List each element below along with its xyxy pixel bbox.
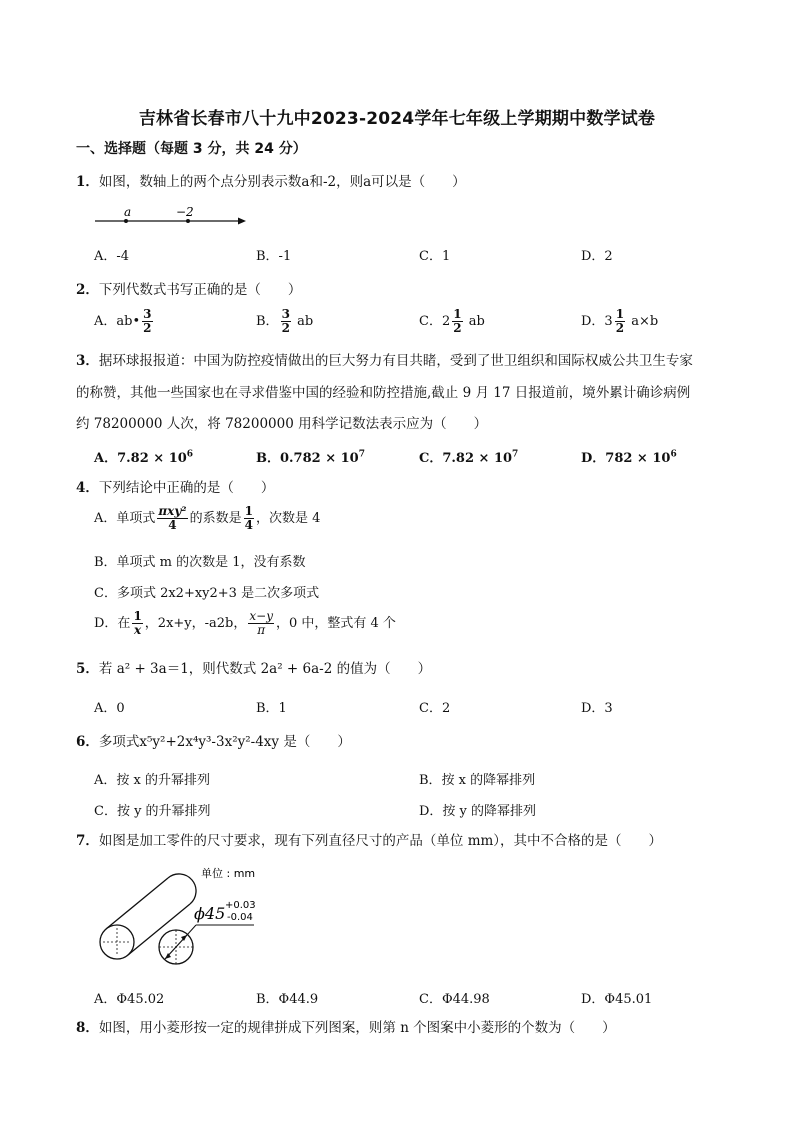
point-a (124, 219, 128, 223)
unit-label: 单位 : mm (201, 867, 256, 880)
option-c[interactable]: C．按 y 的升幂排列 (94, 804, 211, 819)
fraction: $\frac{x-y}{\pi}$ (249, 609, 273, 637)
fraction: $\frac{1}{2}$ (615, 307, 625, 335)
option-d[interactable]: D．$782 \times 10^6$ (581, 449, 677, 466)
option-d[interactable]: D．2 (581, 249, 613, 264)
question-text-line: 约 78200000 人次，将 78200000 用科学记数法表示应为（ ） (76, 416, 488, 432)
cylinder-back (168, 874, 196, 904)
option-b[interactable]: B．-1 (256, 249, 292, 264)
question-text: 如图，数轴上的两个点分别表示数a和-2，则a可以是（ ） (98, 174, 466, 190)
question-8 (76, 1019, 616, 1037)
cylinder-part-figure (96, 864, 276, 974)
option-d[interactable] (581, 308, 658, 335)
option-text: ab (297, 314, 314, 329)
option-d[interactable]: D．在 $\frac{1}{x}$ ，2x+y，-a2b， $\frac{x-y}{\pi}$ ，0 中，整式有 4 个 (94, 609, 396, 637)
option-text: B． (256, 314, 279, 329)
option-b[interactable]: B．$0.782 \times 10^7$ (256, 449, 365, 466)
option-text: A．ab• (94, 314, 141, 329)
option-a[interactable]: A．-4 (94, 249, 130, 264)
section-heading: 一、选择题（每题 3 分，共 24 分） (76, 141, 307, 157)
question-text: 如图是加工零件的尺寸要求，现有下列直径尺寸的产品（单位 mm），其中不合格的是（ ） (98, 833, 663, 849)
phi-label: ϕ45 (194, 904, 226, 923)
option-a[interactable]: A．按 x 的升幂排列 (94, 773, 210, 788)
fraction: $\frac{1}{4}$ (244, 504, 253, 532)
fraction: $\frac{3}{2}$ (281, 307, 290, 335)
number-line-figure (92, 204, 252, 228)
page-title: 吉林省长春市八十九中2023-2024学年七年级上学期期中数学试卷 (138, 109, 656, 129)
question-number: 8． (76, 1020, 99, 1036)
option-b[interactable] (256, 308, 313, 335)
option-a[interactable]: A．Φ45.02 (94, 992, 165, 1007)
question-text: 如图，用小菱形按一定的规律拼成下列图案，则第 n 个图案中小菱形的个数为（ ） (98, 1020, 616, 1036)
option-b[interactable]: B．按 x 的降幂排列 (419, 773, 536, 788)
question-text-line: 的称赞，其他一些国家也在寻求借鉴中国的经验和防控措施,截止 9 月 17 日报道前，境外累计确诊病例 (76, 385, 691, 401)
fraction: $\frac{\text{πxy²}}{4}$ (158, 504, 187, 532)
option-b[interactable]: B．单项式 m 的次数是 1，没有系数 (94, 555, 306, 570)
question-number: 7． (76, 833, 99, 849)
option-d[interactable]: D．3 (581, 701, 613, 716)
question-text: 多项式x⁵y²+2x⁴y³-3x²y²-4xy 是（ ） (98, 734, 351, 750)
option-c[interactable] (419, 308, 485, 335)
label-a: a (124, 205, 132, 219)
arrow-icon (238, 218, 246, 225)
option-a[interactable] (94, 308, 155, 335)
tolerance-lower: -0.04 (227, 912, 253, 923)
question-number: 3． (76, 353, 99, 369)
question-text: 据环球报报道：中国为防控疫情做出的巨大努力有目共睹，受到了世卫组织和国际权威公共卫生专家 (98, 353, 693, 369)
fraction: $\frac{3}{2}$ (143, 307, 152, 335)
point-neg2 (186, 219, 190, 223)
fraction: $\frac{1}{2}$ (453, 307, 462, 335)
question-3 (76, 352, 693, 370)
question-2 (76, 281, 301, 299)
option-d[interactable]: D．Φ45.01 (581, 992, 653, 1007)
option-text: ab (468, 314, 485, 329)
question-number: 4． (76, 480, 99, 496)
question-number: 2． (76, 282, 99, 298)
question-1 (76, 173, 466, 191)
question-number: 1． (76, 174, 99, 190)
option-d[interactable]: D．按 y 的降幂排列 (419, 804, 537, 819)
question-5 (76, 660, 431, 678)
fraction: $\frac{1}{x}$ (133, 609, 142, 637)
question-text: 下列代数式书写正确的是（ ） (98, 282, 302, 298)
option-c[interactable]: C．1 (419, 249, 451, 264)
question-4 (76, 479, 274, 497)
option-c[interactable]: C．$7.82 \times 10^7$ (419, 449, 519, 466)
option-text: C．2 (419, 314, 451, 329)
tolerance-upper: +0.03 (225, 900, 256, 911)
question-text: 若 a² + 3a＝1，则代数式 2a² + 6a-2 的值为（ ） (98, 661, 432, 677)
option-a[interactable]: A．单项式 $\frac{\text{πxy²}}{4}$ 的系数是 $\frac{1}{4}$ ，次数是 4 (94, 504, 321, 532)
option-b[interactable]: B．1 (256, 701, 287, 716)
question-7 (76, 832, 662, 850)
question-6 (76, 733, 351, 751)
question-number: 5． (76, 661, 99, 677)
option-text: a×b (631, 314, 659, 329)
option-c[interactable]: C．多项式 2x2+xy2+3 是二次多项式 (94, 586, 320, 601)
leader-line (187, 925, 196, 935)
option-text: D．3 (581, 314, 613, 329)
option-b[interactable]: B．Φ44.9 (256, 992, 319, 1007)
option-a[interactable]: A．0 (94, 701, 125, 716)
question-text: 下列结论中正确的是（ ） (98, 480, 275, 496)
question-number: 6． (76, 734, 99, 750)
label-neg2: −2 (176, 205, 194, 219)
option-c[interactable]: C．Φ44.98 (419, 992, 490, 1007)
cylinder-edge (106, 878, 168, 929)
option-a[interactable]: A．$7.82 \times 10^6$ (94, 449, 194, 466)
option-c[interactable]: C．2 (419, 701, 451, 716)
